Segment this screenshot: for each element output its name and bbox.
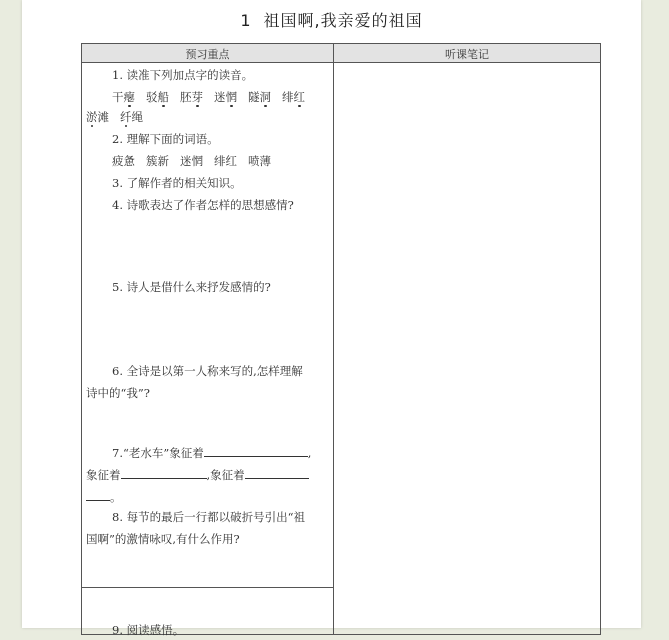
question-8-text-1: 8. 每节的最后一行都以破折号引出“祖 bbox=[112, 510, 306, 524]
question-1 bbox=[86, 65, 253, 85]
lesson-number: 1 bbox=[240, 11, 252, 30]
study-table bbox=[81, 43, 601, 635]
header-class-notes: 听课笔记 bbox=[445, 48, 489, 61]
dotted-word: 驳船 bbox=[146, 90, 169, 104]
question-4 bbox=[86, 195, 294, 215]
question-7-line-3 bbox=[86, 487, 122, 507]
question-7-line-2 bbox=[86, 465, 309, 485]
answer-blank[interactable] bbox=[204, 444, 308, 457]
dotted-word: 绯红 bbox=[282, 90, 305, 104]
page-title bbox=[22, 8, 641, 31]
question-2 bbox=[86, 129, 219, 149]
dotted-word: 胚芽 bbox=[180, 90, 203, 104]
header-preview-points: 预习重点 bbox=[185, 48, 230, 61]
question-1-text: 1. 读准下列加点字的读音。 bbox=[112, 68, 254, 82]
pronunciation-words-row-2 bbox=[86, 107, 154, 127]
question-8-line-1 bbox=[86, 507, 305, 527]
question-6-text-2: 诗中的“我”? bbox=[86, 386, 150, 400]
row-divider bbox=[82, 587, 333, 588]
vocabulary-word: 喷薄 bbox=[248, 154, 271, 168]
document-page bbox=[22, 0, 641, 637]
dotted-word: 隧洞 bbox=[248, 90, 271, 104]
vocabulary-word: 绯红 bbox=[214, 154, 237, 168]
question-2-text: 2. 理解下面的词语。 bbox=[112, 132, 219, 146]
vocabulary-word: 簇新 bbox=[146, 154, 169, 168]
question-5-text: 5. 诗人是借什么来抒发感情的? bbox=[112, 280, 271, 294]
question-7-text-3: ,象征着 bbox=[206, 468, 245, 482]
answer-blank[interactable] bbox=[121, 466, 207, 479]
question-9-text: 9. 阅读感悟。 bbox=[112, 623, 185, 637]
dotted-word: 迷惘 bbox=[214, 90, 237, 104]
column-divider bbox=[333, 44, 334, 634]
dotted-word: 干瘪 bbox=[112, 90, 135, 104]
vocabulary-words-row bbox=[86, 151, 282, 171]
comma: , bbox=[307, 446, 312, 460]
answer-blank[interactable] bbox=[86, 488, 110, 501]
table-header bbox=[82, 44, 600, 63]
dotted-word: 淤滩 bbox=[86, 110, 109, 124]
question-7-text-2: 象征着 bbox=[86, 468, 121, 482]
question-6-line-2 bbox=[86, 383, 150, 403]
question-7-text-1: 7.“老水车”象征着 bbox=[112, 446, 204, 460]
dotted-word: 纤绳 bbox=[120, 110, 143, 124]
question-3-text: 3. 了解作者的相关知识。 bbox=[112, 176, 242, 190]
question-4-text: 4. 诗歌表达了作者怎样的思想感情? bbox=[112, 198, 294, 212]
lesson-title: 祖国啊,我亲爱的祖国 bbox=[263, 11, 423, 30]
question-8-line-2 bbox=[86, 529, 240, 549]
question-5 bbox=[86, 277, 271, 297]
pronunciation-words-row-1 bbox=[86, 87, 316, 107]
question-6-text-1: 6. 全诗是以第一人称来写的,怎样理解 bbox=[112, 364, 303, 378]
question-6-line-1 bbox=[86, 361, 303, 381]
question-9 bbox=[86, 620, 184, 640]
answer-blank[interactable] bbox=[245, 466, 309, 479]
question-3 bbox=[86, 173, 242, 193]
question-7-line-1 bbox=[86, 443, 311, 463]
period: 。 bbox=[110, 490, 122, 504]
question-8-text-2: 国啊”的激情咏叹,有什么作用? bbox=[86, 532, 240, 546]
vocabulary-word: 疲惫 bbox=[112, 154, 135, 168]
vocabulary-word: 迷惘 bbox=[180, 154, 203, 168]
